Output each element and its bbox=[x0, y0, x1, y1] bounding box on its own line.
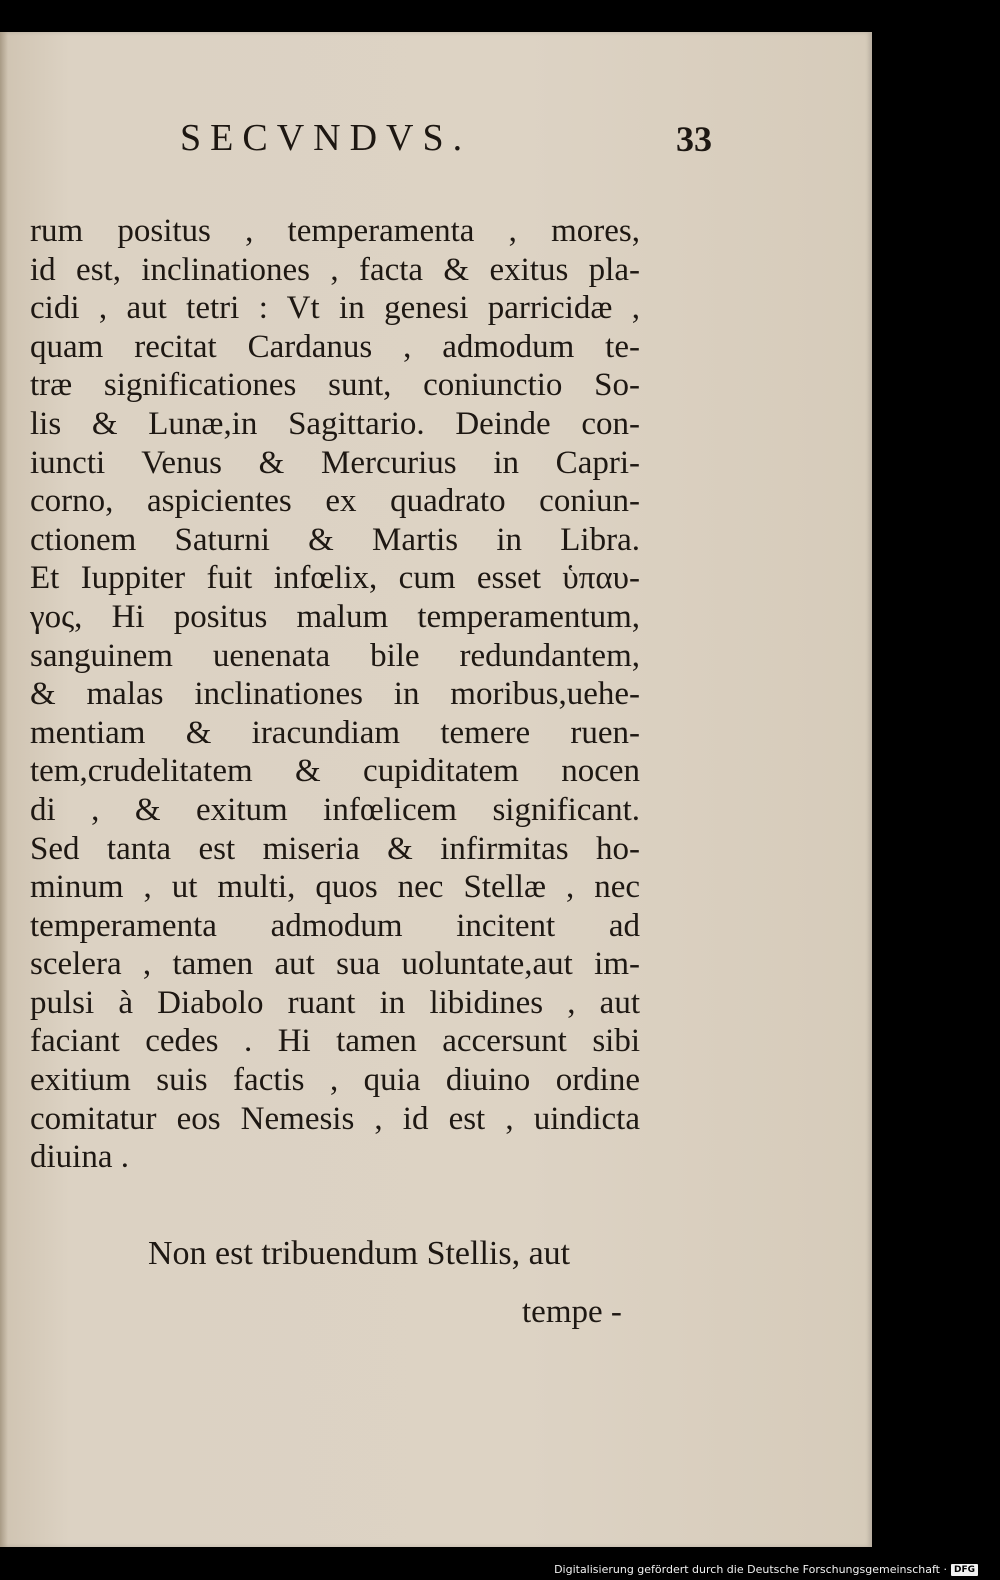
text-line: sanguinem uenenata bile redundantem, bbox=[30, 637, 640, 674]
text-line: ctionem Saturni & Martis in Libra. bbox=[30, 521, 640, 558]
text-line: cidi , aut tetri : Vt in genesi parricidæ , bbox=[30, 290, 640, 327]
text-line: pulsi à Diabolo ruant in libidines , aut bbox=[30, 984, 640, 1021]
dfg-logo: DFG bbox=[951, 1564, 978, 1576]
text-line: mentiam & iracundiam temere ruen- bbox=[30, 714, 640, 751]
text-line: tem,crudelitatem & cupiditatem nocen bbox=[30, 753, 640, 790]
text-line: temperamenta admodum incitent ad bbox=[30, 907, 640, 944]
digitization-credit bbox=[554, 1563, 978, 1576]
text-line: γος, Hi positus malum temperamentum, bbox=[30, 598, 640, 635]
text-line: comitatur eos Nemesis , id est , uindicta bbox=[30, 1100, 640, 1137]
main-text-block bbox=[30, 212, 650, 1177]
text-line: di , & exitum infœlicem significant. bbox=[30, 791, 640, 828]
text-line: iuncti Venus & Mercurius in Capri- bbox=[30, 444, 640, 481]
book-page bbox=[0, 32, 872, 1547]
text-line: minum , ut multi, quos nec Stellæ , nec bbox=[30, 869, 640, 906]
running-head: SECVNDVS. bbox=[180, 117, 472, 159]
text-line: scelera , tamen aut sua uoluntate,aut im- bbox=[30, 946, 640, 983]
text-line: exitium suis factis , quia diuino ordine bbox=[30, 1062, 640, 1099]
text-line: rum positus , temperamenta , mores, bbox=[30, 213, 640, 249]
text-line: faciant cedes . Hi tamen accersunt sibi bbox=[30, 1023, 640, 1060]
text-line: & malas inclinationes in moribus,uehe- bbox=[30, 676, 640, 713]
text-line: lis & Lunæ,in Sagittario. Deinde con- bbox=[30, 405, 640, 442]
section-heading: Non est tribuendum Stellis, aut bbox=[148, 1235, 571, 1272]
catchword: tempe - bbox=[522, 1294, 622, 1330]
text-line: quam recitat Cardanus , admodum te- bbox=[30, 328, 640, 365]
text-line: Sed tanta est miseria & infirmitas ho- bbox=[30, 830, 640, 867]
page-number: 33 bbox=[676, 119, 712, 159]
page-gutter-shadow bbox=[0, 32, 8, 1547]
text-line: diuina . bbox=[30, 1139, 129, 1176]
text-line: træ significationes sunt, coniunctio So- bbox=[30, 367, 640, 404]
credit-text: Digitalisierung gefördert durch die Deutsche Forschungsgemeinschaft · bbox=[554, 1563, 947, 1576]
text-line: corno, aspicientes ex quadrato coniun- bbox=[30, 483, 640, 520]
text-line: Et Iuppiter fuit infœlix, cum esset ὑπαυ- bbox=[30, 560, 640, 597]
text-line: id est, inclinationes , facta & exitus pla- bbox=[30, 251, 640, 288]
page-header bbox=[0, 116, 872, 164]
